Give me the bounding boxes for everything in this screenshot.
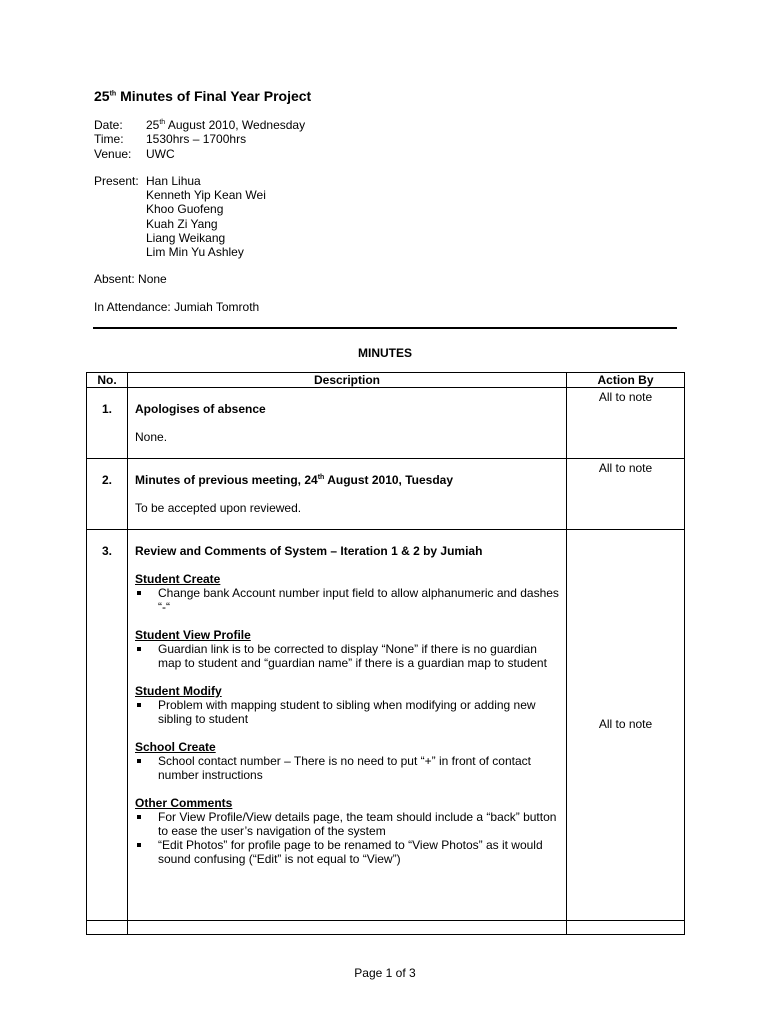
action-cell [567, 530, 685, 921]
row-number-cell [87, 530, 128, 921]
row-body: None. [135, 430, 168, 444]
section-heading-student-modify: Student Modify [135, 684, 222, 698]
section-heading-other-comments: Other Comments [135, 796, 233, 810]
empty-cell [567, 921, 685, 935]
date-line [94, 118, 305, 132]
present-member: Lim Min Yu Ashley [146, 245, 244, 260]
row-number-cell [87, 388, 128, 459]
row-title-text: Minutes of previous meeting, 24 [135, 473, 318, 487]
bullet-list [135, 586, 560, 614]
bullet-item: For View Profile/View details page, the team should include a “back” button to ease the user’s navigation of the system [135, 810, 560, 838]
section-heading-student-create: Student Create [135, 572, 221, 586]
row-title: Review and Comments of System – Iteration 1 & 2 by Jumiah [135, 544, 483, 558]
table-row [87, 459, 685, 530]
bullet-item: “Edit Photos” for profile page to be renamed to “View Photos” as it would sound confusing (“Edit” is not equal to “View”) [135, 838, 560, 866]
empty-cell [87, 921, 128, 935]
present-label: Present: [94, 174, 139, 188]
present-member: Han Lihua [146, 174, 201, 188]
present-member: Liang Weikang [146, 230, 226, 245]
present-member: Khoo Guofeng [146, 202, 224, 217]
action-cell [567, 459, 685, 530]
minutes-table [86, 372, 685, 935]
column-header-description: Description [128, 373, 567, 388]
row-number-cell [87, 459, 128, 530]
column-header-action-by: Action By [567, 373, 685, 388]
description-cell [128, 459, 567, 530]
present-member: Kuah Zi Yang [146, 216, 218, 231]
horizontal-divider [93, 327, 677, 329]
bullet-list [135, 754, 560, 782]
title-text: Minutes of Final Year Project [116, 88, 312, 104]
row-number: 3. [101, 544, 112, 558]
row-number: 2. [101, 473, 112, 487]
venue-value: UWC [146, 147, 175, 161]
date-superscript: th [159, 119, 166, 126]
description-cell [128, 530, 567, 921]
row-title-superscript: th [317, 474, 325, 481]
action-by-value: All to note [598, 461, 653, 475]
present-list [146, 174, 266, 259]
time-line [94, 132, 246, 146]
row-number: 1. [101, 402, 112, 416]
action-by-value: All to note [598, 390, 653, 404]
date-value: August 2010, Wednesday [165, 118, 306, 132]
table-row [87, 530, 685, 921]
row-title-text: August 2010, Tuesday [324, 473, 454, 487]
bullet-list [135, 698, 560, 726]
venue-label: Venue: [94, 147, 132, 161]
section-heading-student-view-profile: Student View Profile [135, 628, 251, 642]
venue-line [94, 147, 175, 161]
minutes-heading: MINUTES [358, 346, 412, 360]
empty-cell [128, 921, 567, 935]
title-number: 25 [94, 88, 110, 104]
time-value: 1530hrs – 1700hrs [146, 132, 247, 146]
description-cell [128, 388, 567, 459]
row-body: To be accepted upon reviewed. [135, 501, 302, 515]
action-by-value: All to note [598, 717, 653, 731]
table-row [87, 388, 685, 459]
section-heading-school-create: School Create [135, 740, 216, 754]
title-superscript: th [109, 90, 117, 98]
table-row-empty [87, 921, 685, 935]
document-title [94, 88, 311, 104]
page-footer: Page 1 of 3 [354, 966, 416, 980]
time-label: Time: [94, 132, 124, 146]
date-number: 25 [146, 118, 160, 132]
bullet-item: Change bank Account number input field to allow alphanumeric and dashes “-“ [135, 586, 560, 614]
bullet-list [135, 810, 560, 866]
present-member: Kenneth Yip Kean Wei [146, 188, 266, 203]
table-header-row [87, 373, 685, 388]
bullet-item: Problem with mapping student to sibling when modifying or adding new sibling to student [135, 698, 560, 726]
bullet-list [135, 642, 560, 670]
bullet-item: School contact number – There is no need to put “+” in front of contact number instructions [135, 754, 560, 782]
row-title [135, 459, 560, 487]
absent-line: Absent: None [94, 272, 167, 286]
row-title: Apologises of absence [135, 402, 266, 416]
bullet-item: Guardian link is to be corrected to display “None” if there is no guardian map to student and “guardian name” if there is a guardian map to student [135, 642, 560, 670]
attendance-line: In Attendance: Jumiah Tomroth [94, 300, 260, 314]
date-label: Date: [94, 118, 123, 132]
action-cell [567, 388, 685, 459]
column-header-no: No. [87, 373, 128, 388]
